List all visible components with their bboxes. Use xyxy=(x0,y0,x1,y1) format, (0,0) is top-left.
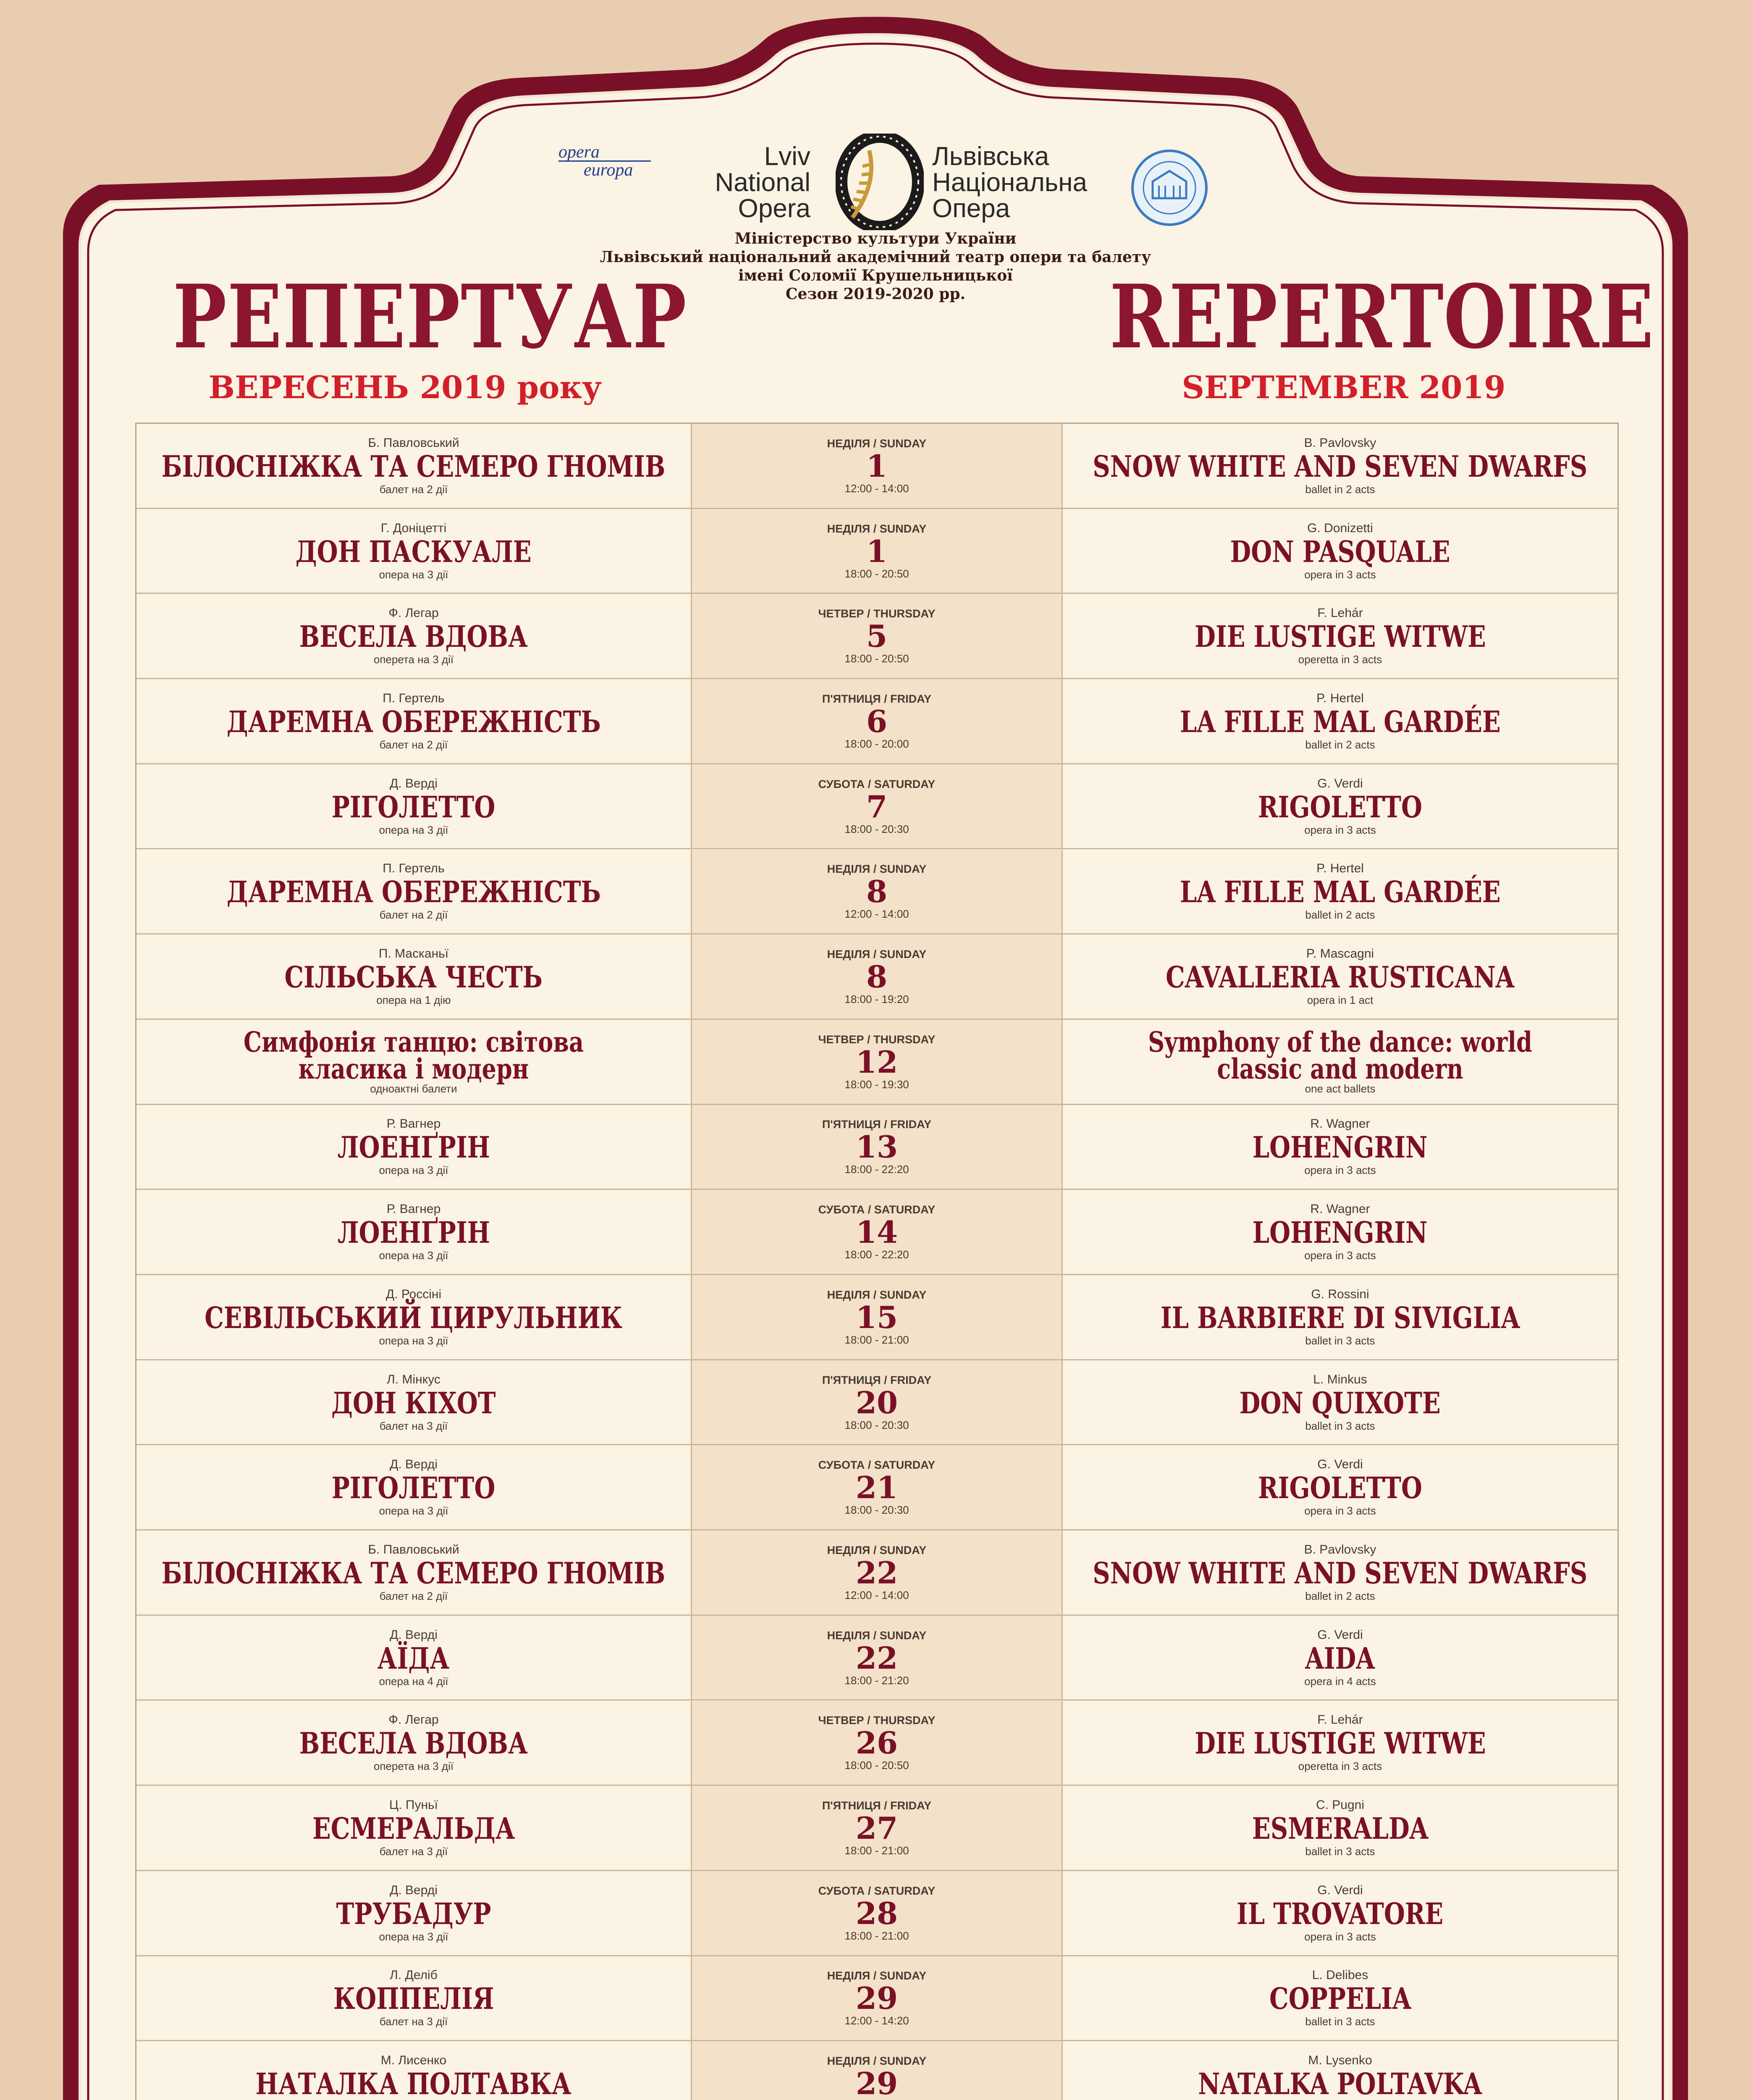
weekday: СУБОТА / SATURDAY xyxy=(818,777,936,790)
performance-ua xyxy=(136,1530,691,1614)
performance-ua xyxy=(136,934,691,1018)
performance-ua xyxy=(136,1786,691,1870)
composer-en: P. Hertel xyxy=(1316,861,1364,876)
genre-ua: оперета на 3 дії xyxy=(373,653,454,666)
table-row xyxy=(136,1105,1617,1190)
table-row xyxy=(136,509,1617,594)
title-en: ESMERALDA xyxy=(1252,1811,1429,1846)
title-ua: СІЛЬСЬКА ЧЕСТЬ xyxy=(284,960,543,995)
date-number: 8 xyxy=(866,959,888,995)
composer-en: P. Hertel xyxy=(1316,691,1364,705)
performance-en xyxy=(1063,1786,1617,1870)
composer-ua: Ц. Пуньї xyxy=(389,1798,438,1812)
composer-ua: Ф. Легар xyxy=(388,606,439,620)
date-number: 22 xyxy=(855,1554,898,1591)
date-cell xyxy=(691,934,1063,1018)
table-row xyxy=(136,594,1617,679)
date-number: 1 xyxy=(866,533,888,569)
date-cell xyxy=(691,1020,1063,1104)
composer-ua: Д. Верді xyxy=(390,1628,438,1642)
performance-en xyxy=(1063,1190,1617,1274)
date-cell xyxy=(691,1616,1063,1700)
date-cell xyxy=(691,1786,1063,1870)
logo-text-en: Lviv National Opera xyxy=(715,142,810,223)
title-en: SNOW WHITE AND SEVEN DWARFS xyxy=(1093,449,1588,484)
date-cell xyxy=(691,1871,1063,1955)
month-en: SEPTEMBER 2019 xyxy=(1182,370,1506,406)
genre-en: ballet in 3 acts xyxy=(1305,2015,1375,2028)
genre-en: ballet in 2 acts xyxy=(1305,1589,1375,1602)
weekday: НЕДІЛЯ / SUNDAY xyxy=(827,522,927,535)
genre-ua: опера на 1 дію xyxy=(376,994,451,1007)
genre-ua: одноактні балети xyxy=(370,1082,457,1095)
composer-ua: Д. Верді xyxy=(390,1883,438,1897)
show-time: 18:00 - 20:00 xyxy=(844,737,909,750)
title-ua: ТРУБАДУР xyxy=(336,1896,491,1931)
composer-en: L. Delibes xyxy=(1312,1968,1368,1982)
weekday: П'ЯТНИЦЯ / FRIDAY xyxy=(822,692,932,705)
table-row xyxy=(136,1445,1617,1530)
date-number: 22 xyxy=(855,1640,898,1676)
date-cell xyxy=(691,1190,1063,1274)
genre-en: opera in 3 acts xyxy=(1304,1164,1376,1177)
genre-en: ballet in 2 acts xyxy=(1305,908,1375,921)
table-row xyxy=(136,679,1617,764)
performance-en xyxy=(1063,1275,1617,1359)
date-number: 15 xyxy=(855,1299,898,1335)
performance-ua xyxy=(136,764,691,848)
performance-en xyxy=(1063,594,1617,678)
title-en: NATALKA POLTAVKA xyxy=(1198,2066,1482,2100)
title-en: RIGOLETTO xyxy=(1258,789,1423,824)
performance-en xyxy=(1063,764,1617,848)
genre-ua: балет на 3 дії xyxy=(379,1419,448,1432)
genre-en: ballet in 3 acts xyxy=(1305,1334,1375,1347)
title-ua: ДОН ПАСКУАЛЕ xyxy=(296,534,532,569)
show-time: 18:00 - 21:00 xyxy=(844,1929,909,1942)
date-number: 26 xyxy=(855,1725,898,1761)
weekday: СУБОТА / SATURDAY xyxy=(818,1203,936,1216)
date-number: 29 xyxy=(855,2066,898,2100)
table-row xyxy=(136,1360,1617,1446)
genre-ua: опера на 3 дії xyxy=(379,1249,448,1262)
table-row xyxy=(136,1190,1617,1275)
composer-ua: П. Гертель xyxy=(383,691,445,705)
genre-en: ballet in 2 acts xyxy=(1305,483,1375,496)
opera-o-logo-icon xyxy=(836,134,924,230)
genre-en: opera in 3 acts xyxy=(1304,1249,1376,1262)
date-number: 27 xyxy=(855,1810,898,1846)
performance-en xyxy=(1063,1020,1617,1104)
table-row xyxy=(136,1701,1617,1786)
composer-en: G. Verdi xyxy=(1317,1628,1363,1642)
performance-ua xyxy=(136,509,691,593)
performance-ua xyxy=(136,1616,691,1700)
title-ua: ДАРЕМНА ОБЕРЕЖНІСТЬ xyxy=(226,704,601,739)
show-time: 18:00 - 20:50 xyxy=(844,1759,909,1772)
title-ua: ВЕСЕЛА ВДОВА xyxy=(299,1726,528,1761)
genre-en: operetta in 3 acts xyxy=(1298,653,1382,666)
table-row xyxy=(136,1616,1617,1701)
repertoire-table xyxy=(135,423,1619,2100)
composer-ua: Л. Деліб xyxy=(390,1968,438,1982)
composer-ua: Л. Мінкус xyxy=(387,1372,440,1386)
show-time: 18:00 - 20:30 xyxy=(844,1418,909,1431)
composer-ua: Д. Верді xyxy=(390,1457,438,1472)
performance-ua xyxy=(136,1701,691,1785)
performance-ua xyxy=(136,424,691,508)
show-time: 18:00 - 20:50 xyxy=(844,652,909,665)
title-en: IL TROVATORE xyxy=(1237,1896,1444,1931)
title-ua: ДАРЕМНА ОБЕРЕЖНІСТЬ xyxy=(226,874,601,910)
date-cell xyxy=(691,764,1063,848)
weekday: НЕДІЛЯ / SUNDAY xyxy=(827,1288,927,1301)
title-ua: РІГОЛЕТТО xyxy=(332,789,495,824)
composer-ua: Р. Вагнер xyxy=(386,1202,441,1216)
genre-ua: опера на 3 дії xyxy=(379,1930,448,1943)
genre-en: opera in 3 acts xyxy=(1304,1504,1376,1517)
weekday: СУБОТА / SATURDAY xyxy=(818,1459,936,1472)
composer-en: G. Rossini xyxy=(1311,1287,1369,1301)
performance-en xyxy=(1063,1701,1617,1785)
genre-ua: балет на 2 дії xyxy=(379,738,448,751)
weekday: ЧЕТВЕР / THURSDAY xyxy=(818,607,936,620)
title-en: CAVALLERIA RUSTICANA xyxy=(1166,960,1515,995)
weekday: НЕДІЛЯ / SUNDAY xyxy=(827,1629,927,1642)
genre-en: operetta in 3 acts xyxy=(1298,1760,1382,1773)
composer-en: G. Verdi xyxy=(1317,776,1363,790)
date-number: 13 xyxy=(855,1129,898,1165)
performance-ua xyxy=(136,1020,691,1104)
date-cell xyxy=(691,850,1063,934)
genre-ua: балет на 2 дії xyxy=(379,908,448,921)
date-cell xyxy=(691,594,1063,678)
genre-en: ballet in 3 acts xyxy=(1305,1845,1375,1858)
composer-ua: П. Масканьї xyxy=(378,947,449,961)
weekday: НЕДІЛЯ / SUNDAY xyxy=(827,863,927,876)
title-en: LA FILLE MAL GARDÉE xyxy=(1180,874,1501,910)
weekday: ЧЕТВЕР / THURSDAY xyxy=(818,1714,936,1727)
performance-ua xyxy=(136,1360,691,1444)
composer-ua: П. Гертель xyxy=(383,861,445,876)
date-cell xyxy=(691,2041,1063,2100)
weekday: НЕДІЛЯ / SUNDAY xyxy=(827,1544,927,1557)
date-cell xyxy=(691,1530,1063,1614)
date-cell xyxy=(691,1360,1063,1444)
genre-ua: балет на 2 дії xyxy=(379,1589,448,1602)
table-row xyxy=(136,1956,1617,2042)
performance-en xyxy=(1063,934,1617,1018)
table-row xyxy=(136,850,1617,935)
weekday: НЕДІЛЯ / SUNDAY xyxy=(827,2055,927,2068)
performance-en xyxy=(1063,2041,1617,2100)
title-ua: ДОН КІХОТ xyxy=(331,1385,496,1420)
genre-ua: опера на 3 дії xyxy=(379,1504,448,1517)
table-row xyxy=(136,2041,1617,2100)
show-time: 18:00 - 21:00 xyxy=(844,1844,909,1857)
performance-ua xyxy=(136,1105,691,1189)
title-en: DON QUIXOTE xyxy=(1239,1385,1441,1420)
title-ua: РІГОЛЕТТО xyxy=(332,1470,495,1506)
performance-en xyxy=(1063,1871,1617,1955)
date-cell xyxy=(691,1275,1063,1359)
date-cell xyxy=(691,1701,1063,1785)
show-time: 18:00 - 20:30 xyxy=(844,822,909,835)
table-row xyxy=(136,1020,1617,1105)
title-en: RIGOLETTO xyxy=(1258,1470,1423,1506)
title-ua: БІЛОСНІЖКА ТА СЕМЕРО ГНОМІВ xyxy=(162,1555,666,1591)
title-ua: СЕВІЛЬСЬКИЙ ЦИРУЛЬНИК xyxy=(204,1300,623,1335)
date-number: 29 xyxy=(855,1980,898,2016)
date-number: 28 xyxy=(855,1895,898,1931)
title-ua: ЛОЕНҐРІН xyxy=(337,1130,490,1165)
show-time: 18:00 - 20:50 xyxy=(844,567,909,580)
date-cell xyxy=(691,509,1063,593)
title-en: DIE LUSTIGE WITWE xyxy=(1194,619,1486,654)
composer-ua: Д. Верді xyxy=(390,776,438,790)
genre-en: opera in 4 acts xyxy=(1304,1675,1376,1688)
weekday: НЕДІЛЯ / SUNDAY xyxy=(827,1969,927,1982)
date-number: 8 xyxy=(866,874,888,910)
performance-ua xyxy=(136,1445,691,1529)
title-ua: КОППЕЛІЯ xyxy=(333,1981,494,2016)
performance-ua xyxy=(136,594,691,678)
title-ua: АЇДА xyxy=(377,1641,450,1676)
composer-en: G. Verdi xyxy=(1317,1457,1363,1472)
weekday: ЧЕТВЕР / THURSDAY xyxy=(818,1033,936,1046)
title-ua: РЕПЕРТУАР xyxy=(173,266,687,368)
performance-en xyxy=(1063,1956,1617,2040)
composer-ua: Р. Вагнер xyxy=(386,1117,441,1131)
title-en: REPERTOIRE xyxy=(1109,266,1654,368)
date-number: 21 xyxy=(855,1470,898,1506)
date-cell xyxy=(691,1445,1063,1529)
performance-en xyxy=(1063,509,1617,593)
date-number: 14 xyxy=(855,1214,898,1250)
show-time: 12:00 - 14:00 xyxy=(844,482,909,495)
genre-ua: оперета на 3 дії xyxy=(373,1760,454,1773)
composer-ua: Д. Россіні xyxy=(385,1287,442,1301)
table-row xyxy=(136,424,1617,509)
genre-ua: балет на 2 дії xyxy=(379,483,448,496)
performance-ua xyxy=(136,1190,691,1274)
composer-en: B. Pavlovsky xyxy=(1304,1542,1376,1557)
composer-en: B. Pavlovsky xyxy=(1304,436,1376,450)
title-en: SNOW WHITE AND SEVEN DWARFS xyxy=(1093,1555,1588,1591)
title-ua: ЛОЕНҐРІН xyxy=(337,1215,490,1250)
title-en: LOHENGRIN xyxy=(1253,1130,1428,1165)
performance-en xyxy=(1063,424,1617,508)
show-time: 18:00 - 21:20 xyxy=(844,1674,909,1687)
table-row xyxy=(136,1530,1617,1616)
composer-en: G. Donizetti xyxy=(1307,521,1373,535)
logo-text-ua: Львівська Національна Опера xyxy=(932,142,1087,223)
show-time: 18:00 - 20:30 xyxy=(844,1504,909,1517)
performance-ua xyxy=(136,850,691,934)
title-en: LA FILLE MAL GARDÉE xyxy=(1180,704,1501,739)
show-time: 12:00 - 14:00 xyxy=(844,908,909,921)
title-ua: ЕСМЕРАЛЬДА xyxy=(312,1811,515,1846)
date-number: 12 xyxy=(855,1044,898,1080)
performance-ua xyxy=(136,1871,691,1955)
opera-europa-logo: opera europa xyxy=(558,144,655,180)
weekday: П'ЯТНИЦЯ / FRIDAY xyxy=(822,1118,932,1131)
table-row xyxy=(136,1871,1617,1956)
show-time: 12:00 - 14:00 xyxy=(844,1588,909,1601)
performance-en xyxy=(1063,1360,1617,1444)
show-time: 18:00 - 22:20 xyxy=(844,1248,909,1261)
composer-ua: Б. Павловський xyxy=(368,436,459,450)
genre-en: opera in 3 acts xyxy=(1304,1930,1376,1943)
date-cell xyxy=(691,1956,1063,2040)
performance-ua xyxy=(136,679,691,763)
genre-ua: опера на 3 дії xyxy=(379,823,448,836)
composer-en: M. Lysenko xyxy=(1308,2053,1372,2068)
composer-en: P. Mascagni xyxy=(1306,947,1374,961)
composer-ua: Ф. Легар xyxy=(388,1713,439,1727)
show-time: 12:00 - 14:20 xyxy=(844,2014,909,2027)
date-number: 6 xyxy=(866,703,888,739)
genre-ua: опера на 3 дії xyxy=(379,568,448,581)
title-ua: ВЕСЕЛА ВДОВА xyxy=(299,619,528,654)
genre-en: opera in 3 acts xyxy=(1304,823,1376,836)
performance-en xyxy=(1063,850,1617,934)
performance-en xyxy=(1063,679,1617,763)
date-cell xyxy=(691,424,1063,508)
table-row xyxy=(136,764,1617,850)
table-row xyxy=(136,1786,1617,1871)
show-time: 18:00 - 19:20 xyxy=(844,993,909,1006)
title-en: LOHENGRIN xyxy=(1253,1215,1428,1250)
season-line: Сезон 2019-2020 рр. xyxy=(785,285,966,303)
date-number: 20 xyxy=(855,1384,898,1420)
date-cell xyxy=(691,1105,1063,1189)
composer-ua: Б. Павловський xyxy=(368,1542,459,1557)
title-ua: НАТАЛКА ПОЛТАВКА xyxy=(255,2066,572,2100)
performance-en xyxy=(1063,1530,1617,1614)
title-en: AIDA xyxy=(1305,1641,1375,1676)
title-en: DON PASQUALE xyxy=(1230,534,1450,569)
composer-en: R. Wagner xyxy=(1310,1117,1370,1131)
performance-en xyxy=(1063,1616,1617,1700)
weekday: НЕДІЛЯ / SUNDAY xyxy=(827,948,927,961)
date-cell xyxy=(691,679,1063,763)
weekday: П'ЯТНИЦЯ / FRIDAY xyxy=(822,1373,932,1386)
theatre-line: Львівський національний академічний театр опери та балету xyxy=(600,248,1151,266)
title-ua: БІЛОСНІЖКА ТА СЕМЕРО ГНОМІВ xyxy=(162,449,666,484)
performance-ua xyxy=(136,1275,691,1359)
table-row xyxy=(136,934,1617,1020)
composer-en: C. Pugni xyxy=(1316,1798,1365,1812)
performance-ua xyxy=(136,1956,691,2040)
genre-en: ballet in 3 acts xyxy=(1305,1419,1375,1432)
composer-ua: Г. Доніцетті xyxy=(380,521,447,535)
genre-ua: опера на 4 дії xyxy=(379,1675,448,1688)
show-time: 18:00 - 21:00 xyxy=(844,1333,909,1346)
title-en: IL BARBIERE DI SIVIGLIA xyxy=(1160,1300,1520,1335)
performance-ua xyxy=(136,2041,691,2100)
performance-en xyxy=(1063,1445,1617,1529)
theatre-seal-icon xyxy=(1130,148,1209,228)
composer-en: G. Verdi xyxy=(1317,1883,1363,1897)
genre-en: opera in 1 act xyxy=(1307,994,1374,1007)
weekday: П'ЯТНИЦЯ / FRIDAY xyxy=(822,1799,932,1812)
composer-ua: М. Лисенко xyxy=(380,2053,447,2068)
genre-en: one act ballets xyxy=(1305,1082,1376,1095)
genre-ua: опера на 3 дії xyxy=(379,1334,448,1347)
date-number: 5 xyxy=(866,618,888,654)
table-row xyxy=(136,1275,1617,1360)
named-after-line: імені Соломії Крушельницької xyxy=(738,267,1013,284)
title-en: DIE LUSTIGE WITWE xyxy=(1194,1726,1486,1761)
genre-ua: балет на 3 дії xyxy=(379,2015,448,2028)
title-ua: Симфонія танцю: світова класика і модерн xyxy=(243,1025,584,1085)
title-en: COPPELIA xyxy=(1269,1981,1411,2016)
weekday: СУБОТА / SATURDAY xyxy=(818,1884,936,1897)
composer-en: F. Lehár xyxy=(1317,606,1363,620)
genre-en: ballet in 2 acts xyxy=(1305,738,1375,751)
date-number: 1 xyxy=(866,448,888,484)
composer-en: R. Wagner xyxy=(1310,1202,1370,1216)
show-time: 18:00 - 19:30 xyxy=(844,1078,909,1091)
genre-ua: опера на 3 дії xyxy=(379,1164,448,1177)
genre-ua: балет на 3 дії xyxy=(379,1845,448,1858)
ministry-line: Міністерство культури України xyxy=(734,230,1017,247)
genre-en: opera in 3 acts xyxy=(1304,568,1376,581)
composer-en: L. Minkus xyxy=(1313,1372,1367,1386)
composer-en: F. Lehár xyxy=(1317,1713,1363,1727)
show-time: 18:00 - 22:20 xyxy=(844,1163,909,1176)
weekday: НЕДІЛЯ / SUNDAY xyxy=(827,437,927,450)
performance-en xyxy=(1063,1105,1617,1189)
date-number: 7 xyxy=(866,788,888,824)
title-en: Symphony of the dance: world classic and modern xyxy=(1148,1025,1532,1085)
month-ua: ВЕРЕСЕНЬ 2019 року xyxy=(208,370,602,406)
